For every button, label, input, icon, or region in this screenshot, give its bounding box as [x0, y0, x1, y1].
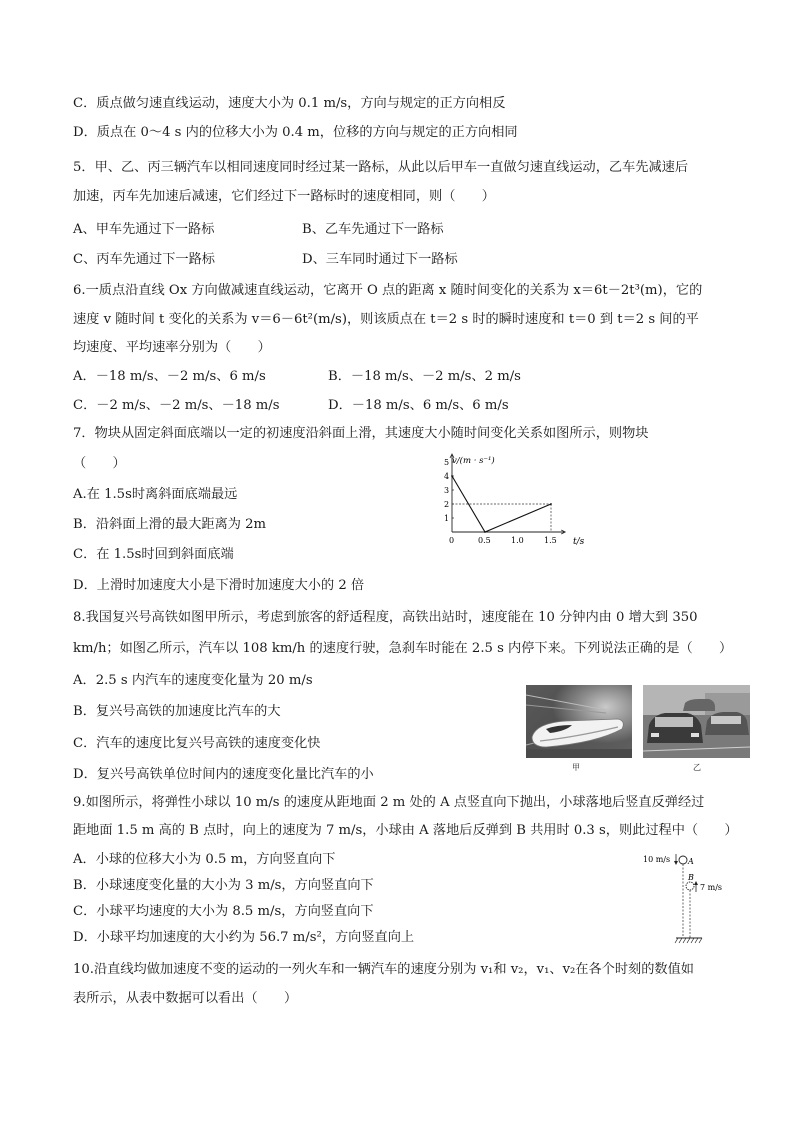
train-illustration: [526, 685, 632, 758]
q8-stem-line2: km/h；如图乙所示，汽车以 108 km/h 的速度行驶，急刹车时能在 2.5 s 内停下来。下列说法正确的是（ ）: [73, 641, 733, 656]
q9-option-d: D．小球平均加速度的大小约为 56.7 m/s²，方向竖直向上: [73, 930, 415, 945]
bouncing-ball-figure: [640, 848, 730, 948]
velocity-time-graph: [440, 448, 600, 548]
q7-stem-line1: 7．物块从固定斜面底端以一定的初速度沿斜面上滑，其速度大小随时间变化关系如图所示，则物块: [73, 426, 649, 441]
q7-option-c: C．在 1.5s时回到斜面底端: [73, 547, 234, 562]
q8-stem-line1: 8.我国复兴号高铁如图甲所示，考虑到旅客的舒适程度，高铁出站时，速度能在 10 分钟内由 0 增大到 350: [73, 610, 698, 625]
q4-option-d: D．质点在 0～4 s 内的位移大小为 0.4 m，位移的方向与规定的正方向相同: [73, 125, 518, 140]
graph-x-tick-label: 1.0: [511, 536, 524, 545]
graph-y-tick-label: 1: [444, 514, 450, 523]
graph-data-point: [451, 475, 453, 477]
q4-option-c: C．质点做匀速直线运动，速度大小为 0.1 m/s，方向与规定的正方向相反: [73, 96, 506, 111]
caption-jia: 甲: [572, 763, 580, 772]
graph-x-tick-label: 0.5: [478, 536, 491, 545]
q7-option-a: A.在 1.5s时离斜面底端最远: [73, 487, 238, 502]
q7-option-b: B．沿斜面上滑的最大距离为 2m: [73, 517, 267, 532]
q10-stem-line1: 10.沿直线均做加速度不变的运动的一列火车和一辆汽车的速度分别为 v₁和 v₂，v₁、v₂在各个时刻的数值如: [73, 962, 694, 977]
q6-option-c: C．－2 m/s、－2 m/s、－18 m/s: [73, 398, 280, 413]
q5-stem-line2: 加速，丙车先加速后减速，它们经过下一路标时的速度相同，则（ ）: [73, 189, 495, 204]
graph-data-point: [484, 531, 486, 533]
ball-at-a: [679, 856, 687, 864]
q9-stem-line2: 距地面 1.5 m 高的 B 点时，向上的速度为 7 m/s，小球由 A 落地后反弹到 B 共用时 0.3 s，则此过程中（ ）: [73, 823, 738, 838]
initial-velocity-label: 10 m/s: [643, 855, 671, 864]
q7-stem-line2: （ ）: [73, 456, 126, 471]
train-photo: [526, 685, 632, 758]
q6-option-d: D．－18 m/s、6 m/s、6 m/s: [328, 398, 509, 413]
q6-stem-line1: 6.一质点沿直线 Ox 方向做减速直线运动，它离开 O 点的距离 x 随时间变化的关系为 x＝6t－2t³(m)，它的: [73, 283, 703, 298]
q6-stem-line3: 均速度、平均速率分别为（ ）: [73, 340, 271, 355]
graph-y-tick-label: 5: [444, 458, 450, 467]
q5-option-b: B、乙车先通过下一路标: [302, 222, 444, 237]
q10-stem-line2: 表所示，从表中数据可以看出（ ）: [73, 991, 298, 1006]
q5-option-d: D、三车同时通过下一路标: [302, 252, 458, 267]
graph-y-tick-label: 4: [444, 472, 450, 481]
ball-at-b: [686, 882, 694, 890]
q9-option-a: A．小球的位移大小为 0.5 m，方向竖直向下: [73, 852, 336, 867]
q5-option-a: A、甲车先通过下一路标: [73, 222, 215, 237]
q9-stem-line1: 9.如图所示，将弹性小球以 10 m/s 的速度从距地面 2 m 处的 A 点竖直向下抛出，小球落地后竖直反弹经过: [73, 795, 705, 810]
graph-y-tick-label: 3: [444, 486, 450, 495]
q8-option-a: A．2.5 s 内汽车的速度变化量为 20 m/s: [73, 673, 313, 688]
cars-illustration: [643, 685, 750, 758]
point-a-label: A: [688, 857, 694, 866]
q8-option-c: C．汽车的速度比复兴号高铁的速度变化快: [73, 736, 321, 751]
q6-option-a: A．－18 m/s、－2 m/s、6 m/s: [73, 369, 266, 384]
point-b-label: B: [688, 873, 694, 882]
q6-option-b: B．－18 m/s、－2 m/s、2 m/s: [328, 369, 521, 384]
caption-yi: 乙: [693, 763, 701, 772]
rebound-velocity-label: 7 m/s: [700, 883, 723, 892]
graph-y-axis-label: v/(m · s⁻¹): [452, 456, 495, 466]
q9-option-b: B．小球速度变化量的大小为 3 m/s，方向竖直向下: [73, 878, 374, 893]
car-photo: [643, 685, 750, 758]
q5-option-c: C、丙车先通过下一路标: [73, 252, 215, 267]
graph-y-tick-label: 2: [444, 500, 450, 509]
graph-x-tick-label: 1.5: [544, 536, 557, 545]
q7-option-d: D．上滑时加速度大小是下滑时加速度大小的 2 倍: [73, 578, 365, 593]
graph-x-axis-label: t/s: [573, 537, 585, 547]
q5-stem-line1: 5．甲、乙、丙三辆汽车以相同速度同时经过某一路标，从此以后甲车一直做匀速直线运动，乙车先减速后: [73, 160, 689, 175]
q8-option-d: D．复兴号高铁单位时间内的速度变化量比汽车的小: [73, 767, 374, 782]
graph-data-point: [550, 503, 552, 505]
graph-x-tick-label: 0: [449, 536, 455, 545]
q6-stem-line2: 速度 v 随时间 t 变化的关系为 v＝6－6t²(m/s)，则该质点在 t＝2 s 时的瞬时速度和 t＝0 到 t＝2 s 间的平: [73, 312, 699, 327]
q8-option-b: B．复兴号高铁的加速度比汽车的大: [73, 704, 281, 719]
q9-option-c: C．小球平均速度的大小为 8.5 m/s，方向竖直向下: [73, 904, 374, 919]
